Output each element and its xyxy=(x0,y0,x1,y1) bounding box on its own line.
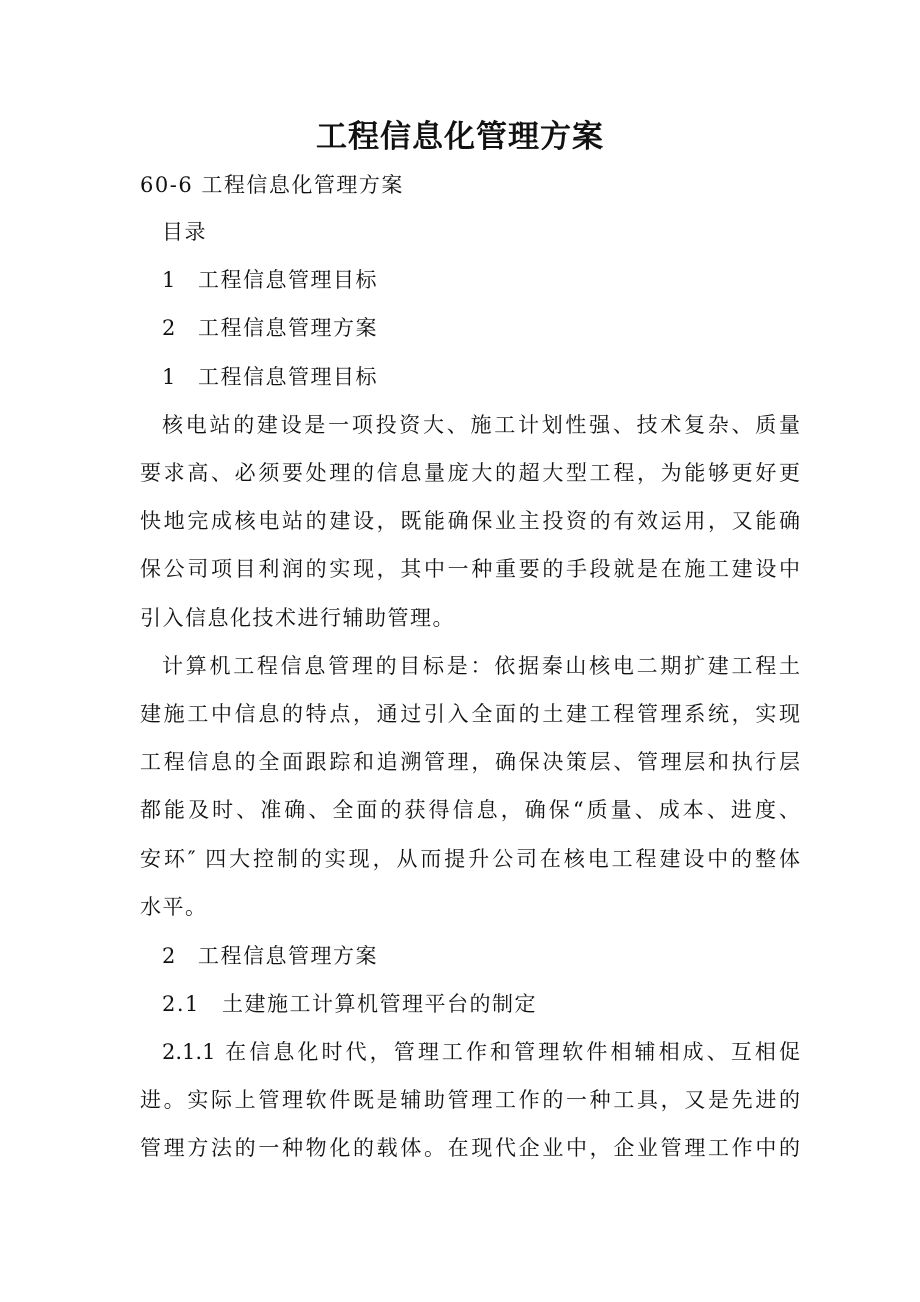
toc-item-number: 2 xyxy=(162,316,177,340)
paragraph-line: 进。实际上管理软件既是辅助管理工作的一种工具，又是先进的 xyxy=(140,1088,800,1112)
paragraph-line: 要求高、必须要处理的信息量庞大的超大型工程，为能够更好更 xyxy=(140,461,800,485)
section-heading-text: 工程信息管理方案 xyxy=(198,944,378,968)
paragraph-line: 都能及时、准确、全面的获得信息，确保“质量、成本、进度、 xyxy=(140,798,800,822)
subsection-number: 2.1 xyxy=(162,992,200,1016)
paragraph-line: 管理方法的一种物化的载体。在现代企业中，企业管理工作中的 xyxy=(140,1136,800,1160)
section-number: 2 xyxy=(162,944,177,968)
subsection-heading-text: 土建施工计算机管理平台的制定 xyxy=(222,992,537,1016)
paragraph-line: 水平。 xyxy=(140,895,208,919)
document-subtitle: 60-6 工程信息化管理方案 xyxy=(140,173,404,197)
toc-item-text: 工程信息管理目标 xyxy=(198,268,378,292)
section-heading-text: 工程信息管理目标 xyxy=(198,365,378,389)
paragraph-line: 引入信息化技术进行辅助管理。 xyxy=(140,606,455,630)
section-number: 1 xyxy=(162,365,177,389)
paragraph-line: 快地完成核电站的建设，既能确保业主投资的有效运用，又能确 xyxy=(140,509,800,533)
section-heading xyxy=(162,941,800,971)
paragraph-line: 核电站的建设是一项投资大、施工计划性强、技术复杂、质量 xyxy=(162,413,800,437)
toc-item xyxy=(162,265,800,295)
paragraph-line: 2.1.1 在信息化时代，管理工作和管理软件相辅相成、互相促 xyxy=(162,1040,800,1064)
toc-item xyxy=(162,313,800,343)
toc-item-number: 1 xyxy=(162,268,177,292)
paragraph-line: 安环″ 四大控制的实现，从而提升公司在核电工程建设中的整体 xyxy=(140,847,800,871)
section-heading xyxy=(162,362,800,392)
document-title: 工程信息化管理方案 xyxy=(316,119,604,155)
paragraph-line: 保公司项目利润的实现，其中一种重要的手段就是在施工建设中 xyxy=(140,557,800,581)
paragraph-line: 计算机工程信息管理的目标是：依据秦山核电二期扩建工程土 xyxy=(162,654,800,678)
paragraph-line: 工程信息的全面跟踪和追溯管理，确保决策层、管理层和执行层 xyxy=(140,750,800,774)
toc-heading: 目录 xyxy=(162,220,207,244)
toc-item-text: 工程信息管理方案 xyxy=(198,316,378,340)
subsection-heading xyxy=(162,989,800,1019)
paragraph-line: 建施工中信息的特点，通过引入全面的土建工程管理系统，实现 xyxy=(140,702,800,726)
